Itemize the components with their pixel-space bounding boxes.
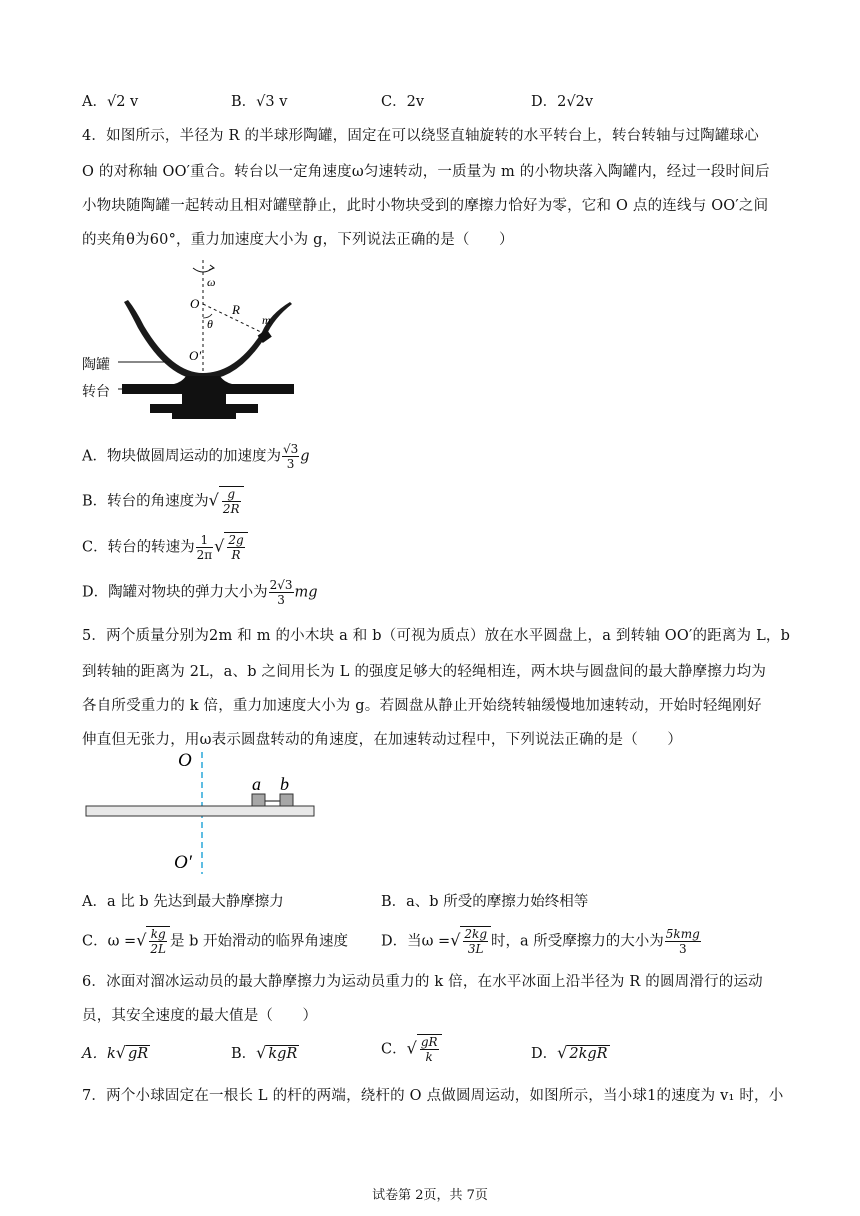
q5-disk-figure	[82, 746, 322, 876]
jar-label: 陶罐	[82, 357, 110, 373]
q5-stem-line-2: 到转轴的距离为 2L，a、b 之间用长为 L 的强度足够大的轻绳相连，两木块与圆盘间的最大静摩擦力均为	[82, 664, 767, 680]
q3-option-b: B．√3 v	[231, 94, 288, 110]
q6-option-a: A．k√ gR	[82, 1043, 149, 1062]
turntable-bottom	[150, 404, 258, 413]
q4-option-a: A．物块做圆周运动的加速度为 $\frac{√3}{3}$ g	[82, 442, 310, 471]
table-label: 转台	[82, 384, 110, 400]
o-prime-label: O′	[189, 348, 202, 363]
theta-label: θ	[207, 317, 213, 331]
q5-stem-line-4: 伸直但无张力，用ω表示圆盘转动的角速度，在加速转动过程中，下列说法正确的是（ ）	[82, 732, 683, 748]
block-a	[252, 794, 265, 806]
q4-stem-line-1: 4．如图所示，半径为 R 的半球形陶罐，固定在可以绕竖直轴旋转的水平转台上，转台转轴与过陶罐球心	[82, 128, 759, 144]
r-label: R	[232, 302, 240, 317]
q5-option-c: C．ω =√ $\frac{kg}{2L}$ 是 b 开始滑动的临界角速度	[82, 927, 348, 956]
q4-jar-figure	[78, 256, 298, 432]
q6-option-b: B．√ kgR	[231, 1043, 298, 1062]
q3-option-a: A．√2 v	[82, 94, 139, 110]
q3-option-d: D．2√2v	[531, 94, 594, 110]
q4-option-d: D．陶罐对物块的弹力大小为 $\frac{2√3}{3}$ mg	[82, 578, 318, 607]
q5-option-d: D．当ω =√ $\frac{2kg}{3L}$ 时，a 所受摩擦力的大小为 $\frac{\text{5kmg}}{3}$	[381, 927, 700, 956]
disk	[86, 806, 314, 816]
turntable-top	[122, 384, 294, 394]
o-label: O	[190, 296, 200, 311]
q4-stem-line-2: O 的对称轴 OO′重合。转台以一定角速度ω匀速转动，一质量为 m 的小物块落入陶罐内，经过一段时间后	[82, 164, 770, 180]
block-b	[280, 794, 293, 806]
q6-option-c: C．√ $\frac{gR}{k}$	[381, 1034, 442, 1064]
q7-stem-line-1: 7．两个小球固定在一根长 L 的杆的两端，绕杆的 O 点做圆周运动，如图所示，当小球1的速度为 v₁ 时，小	[82, 1088, 784, 1104]
q4-stem-line-3: 小物块随陶罐一起转动且相对罐壁静止，此时小物块受到的摩擦力恰好为零，它和 O 点的连线与 OO′之间	[82, 198, 769, 214]
q5-option-a: A．a 比 b 先达到最大静摩擦力	[82, 894, 284, 910]
m-label: m	[262, 313, 271, 327]
o-prime-label: O′	[174, 852, 192, 873]
omega-label: ω	[207, 275, 216, 289]
q4-option-b: B．转台的角速度为√ $\frac{g}{2R}$	[82, 486, 244, 516]
q6-stem-line-1: 6．冰面对溜冰运动员的最大静摩擦力为运动员重力的 k 倍，在水平冰面上沿半径为 R 的圆周滑行的运动	[82, 974, 763, 990]
q5-stem-line-1: 5．两个质量分别为2m 和 m 的小木块 a 和 b（可视为质点）放在水平圆盘上，a 到转轴 OO′的距离为 L，b	[82, 628, 791, 644]
q4-option-c: C．转台的转速为 $\frac{1}{2\pi}$ √ $\frac{2g}{R}$	[82, 532, 248, 562]
a-label: a	[252, 774, 261, 794]
o-label: O	[178, 750, 192, 771]
q5-stem-line-3: 各自所受重力的 k 倍，重力加速度大小为 g。若圆盘从静止开始绕转轴缓慢地加速转动，开始时轻绳刚好	[82, 698, 762, 714]
page-footer: 试卷第 2页，共 7页	[372, 1188, 488, 1203]
q6-option-d: D．√ 2kgR	[531, 1043, 608, 1062]
q5-option-b: B．a、b 所受的摩擦力始终相等	[381, 894, 589, 910]
q6-stem-line-2: 员，其安全速度的最大值是（ ）	[82, 1008, 318, 1024]
q3-option-c: C．2v	[381, 94, 425, 110]
q4-stem-line-4: 的夹角θ为60°，重力加速度大小为 g，下列说法正确的是（ ）	[82, 232, 514, 248]
b-label: b	[280, 774, 289, 794]
